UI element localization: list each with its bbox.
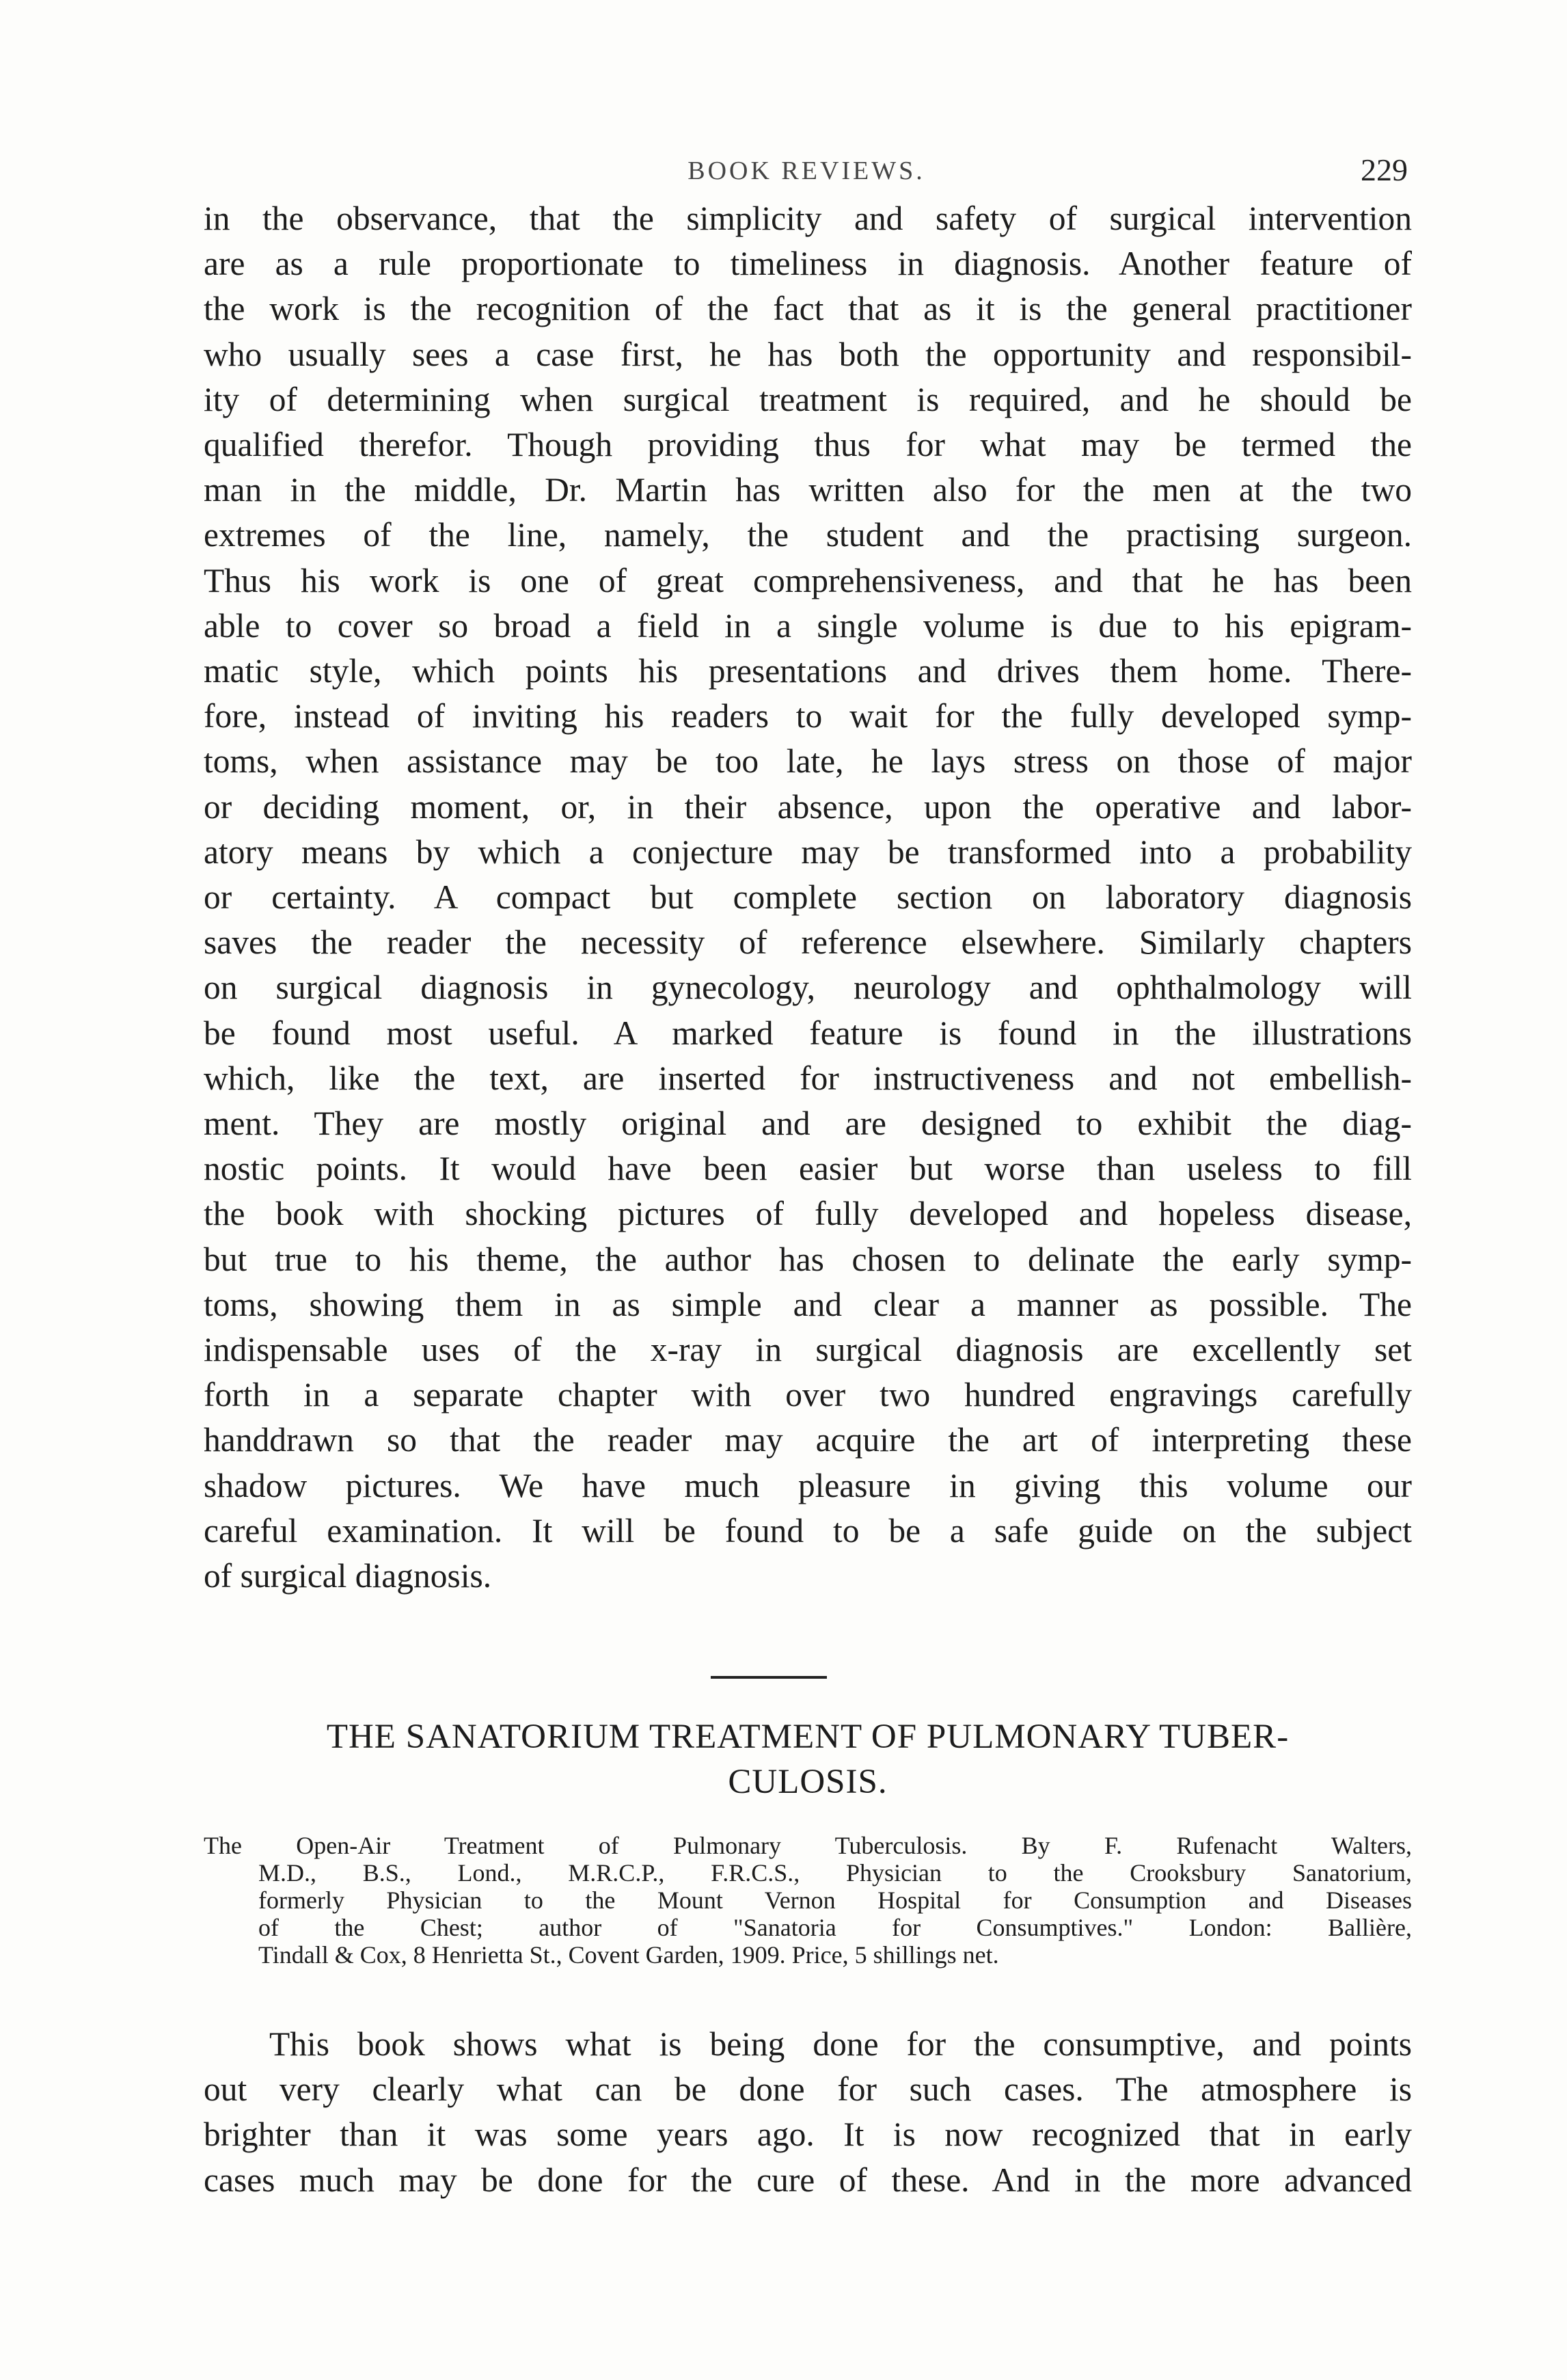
text-line: able to cover so broad a field in a single volume is due to his epigram-	[204, 606, 1412, 645]
text-line: saves the reader the necessity of reference elsewhere. Similarly chapters	[204, 923, 1412, 962]
text-line: in the observance, that the simplicity and safety of surgical intervention	[204, 200, 1412, 237]
running-head	[205, 152, 1408, 197]
text-line: cases much may be done for the cure of these. And in the more advanced	[204, 2161, 1412, 2199]
text-line: forth in a separate chapter with over two hundred engravings carefully	[204, 1376, 1412, 1414]
book-citation	[204, 1832, 1412, 1969]
text-line: or certainty. A compact but complete section on laboratory diagnosis	[204, 878, 1412, 917]
text-line: indispensable uses of the x-ray in surgical diagnosis are excellently set	[204, 1331, 1412, 1369]
section-title-line: CULOSIS.	[728, 1763, 888, 1801]
text-line: be found most useful. A marked feature is found in the illustrations	[204, 1014, 1412, 1052]
text-line: toms, showing them in as simple and clear a manner as possible. The	[204, 1285, 1412, 1323]
text-line: who usually sees a case first, he has both the opportunity and responsibil-	[204, 335, 1412, 373]
text-line: are as a rule proportionate to timeliness in diagnosis. Another feature of	[204, 245, 1412, 283]
running-title: BOOK REVIEWS.	[687, 157, 925, 185]
section-title-line: THE SANATORIUM TREATMENT OF PULMONARY TUBER-	[326, 1718, 1290, 1756]
page-number: 229	[1361, 152, 1408, 187]
text-line: on surgical diagnosis in gynecology, neurology and ophthalmology will	[204, 969, 1412, 1007]
text-line: of surgical diagnosis.	[204, 1557, 492, 1595]
text-line: toms, when assistance may be too late, he lays stress on those of major	[204, 742, 1412, 781]
citation-line: The Open-Air Treatment of Pulmonary Tuberculosis. By F. Rufenacht Walters,	[204, 1832, 1412, 1859]
text-line: man in the middle, Dr. Martin has written also for the men at the two	[204, 471, 1412, 509]
text-line: the book with shocking pictures of fully developed and hopeless disease,	[204, 1195, 1412, 1233]
text-line: out very clearly what can be done for such cases. The atmosphere is	[204, 2070, 1412, 2109]
citation-line: of the Chest; author of "Sanatoria for Consumptives." London: Ballière,	[258, 1914, 1412, 1941]
text-line: which, like the text, are inserted for instructiveness and not embellish-	[204, 1059, 1412, 1097]
text-line: but true to his theme, the author has chosen to delinate the early symp-	[204, 1240, 1412, 1278]
text-line: ment. They are mostly original and are designed to exhibit the diag-	[204, 1105, 1412, 1143]
text-line: This book shows what is being done for the consumptive, and points	[269, 2025, 1412, 2063]
text-line: or deciding moment, or, in their absence, upon the operative and labor-	[204, 787, 1412, 826]
text-line: shadow pictures. We have much pleasure in giving this volume our	[204, 1466, 1412, 1504]
text-line: the work is the recognition of the fact that as it is the general practitioner	[204, 290, 1412, 328]
citation-line: M.D., B.S., Lond., M.R.C.P., F.R.C.S., Physician to the Crooksbury Sanatorium,	[258, 1859, 1412, 1887]
text-line: atory means by which a conjecture may be transformed into a probability	[204, 833, 1412, 871]
review-paragraph	[204, 2022, 1412, 2203]
text-line: brighter than it was some years ago. It is now recognized that in early	[204, 2115, 1412, 2154]
citation-line: formerly Physician to the Mount Vernon Hospital for Consumption and Diseases	[258, 1887, 1412, 1914]
text-line: qualified therefor. Though providing thus for what may be termed the	[204, 426, 1412, 464]
text-line: fore, instead of inviting his readers to wait for the fully developed symp-	[204, 697, 1412, 735]
text-line: extremes of the line, namely, the student and the practising surgeon.	[204, 516, 1412, 554]
text-line: ity of determining when surgical treatment is required, and he should be	[204, 380, 1412, 418]
text-line: careful examination. It will be found to be a safe guide on the subject	[204, 1511, 1412, 1550]
text-line: Thus his work is one of great comprehensiveness, and that he has been	[204, 561, 1412, 599]
review-paragraph-continued	[204, 196, 1412, 1599]
text-line: matic style, which points his presentations and drives them home. There-	[204, 652, 1412, 690]
section-title	[204, 1714, 1412, 1804]
section-divider	[711, 1676, 827, 1679]
text-line: handdrawn so that the reader may acquire the art of interpreting these	[204, 1421, 1412, 1459]
text-line: nostic points. It would have been easier but worse than useless to fill	[204, 1150, 1412, 1188]
citation-line: Tindall & Cox, 8 Henrietta St., Covent Garden, 1909. Price, 5 shillings net.	[258, 1941, 999, 1969]
